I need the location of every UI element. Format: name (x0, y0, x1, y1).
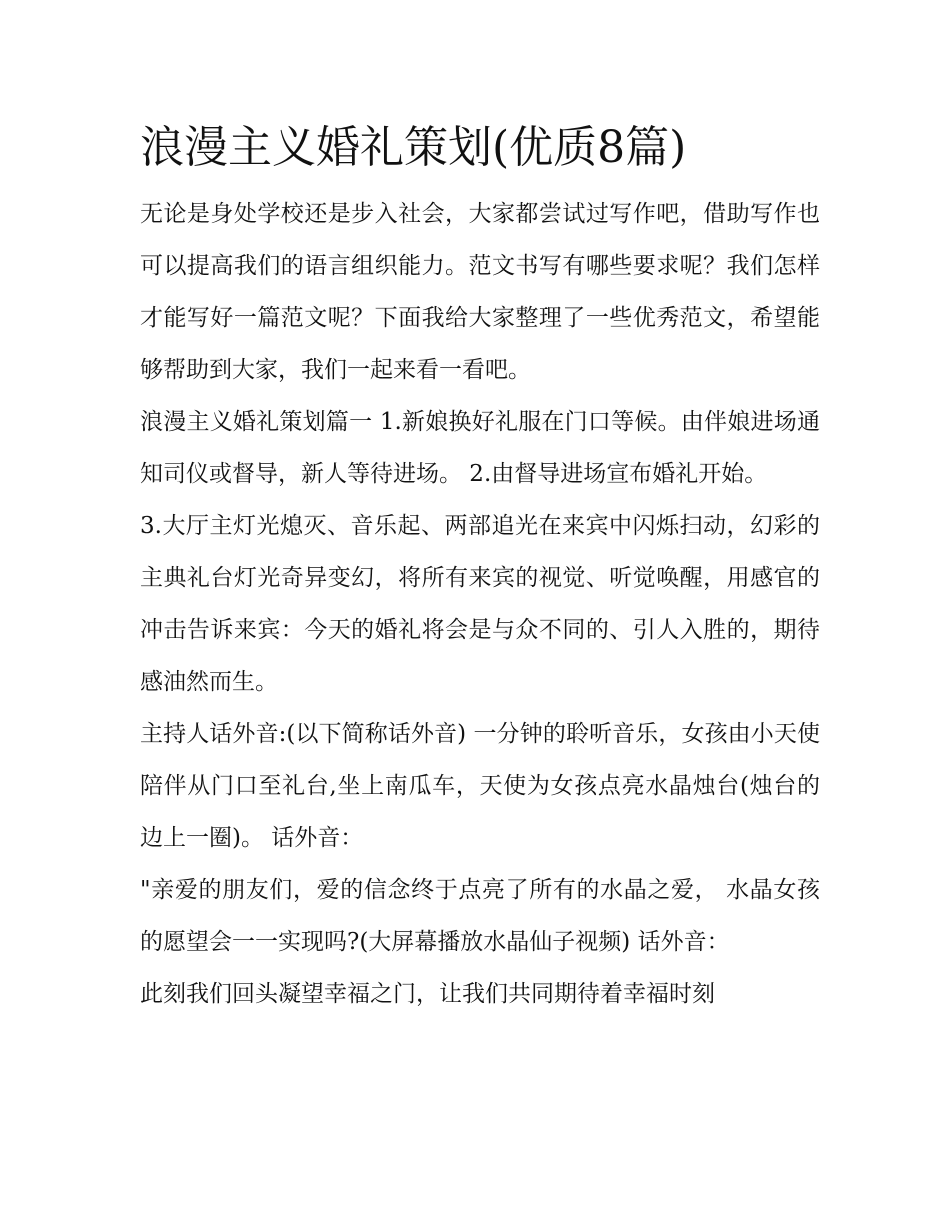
paragraph-voiceover-1: 主持人话外音:(以下简称话外音) 一分钟的聆听音乐，女孩由小天使陪伴从门口至礼台,坐上南瓜车，天使为女孩点亮水晶烛台(烛台的边上一圈)。 话外音： (140, 721, 820, 851)
document-body (140, 112, 820, 1020)
paragraph-voiceover-2: "亲爱的朋友们，爱的信念终于点亮了所有的水晶之爱， 水晶女孩的愿望会一一实现吗?(大屏幕播放水晶仙子视频) 话外音： (140, 877, 820, 955)
paragraph-steps-1-2: 浪漫主义婚礼策划篇一 1.新娘换好礼服在门口等候。由伴娘进场通知司仪或督导，新人等待进场。 2.由督导进场宣布婚礼开始。 (140, 409, 820, 487)
document-title: 浪漫主义婚礼策划(优质8篇) (140, 122, 687, 173)
paragraph-closing: 此刻我们回头凝望幸福之门，让我们共同期待着幸福时刻 (140, 981, 715, 1007)
paragraph-step-3: 3.大厅主灯光熄灭、音乐起、两部追光在来宾中闪烁扫动，幻彩的主典礼台灯光奇异变幻，将所有来宾的视觉、听觉唤醒，用感官的冲击告诉来宾：今天的婚礼将会是与众不同的、引人入胜的，期待感油然而生。 (140, 513, 820, 695)
paragraph-intro: 无论是身处学校还是步入社会，大家都尝试过写作吧，借助写作也可以提高我们的语言组织能力。范文书写有哪些要求呢？我们怎样才能写好一篇范文呢？下面我给大家整理了一些优秀范文，希望能够帮助到大家，我们一起来看一看吧。 (140, 201, 820, 383)
